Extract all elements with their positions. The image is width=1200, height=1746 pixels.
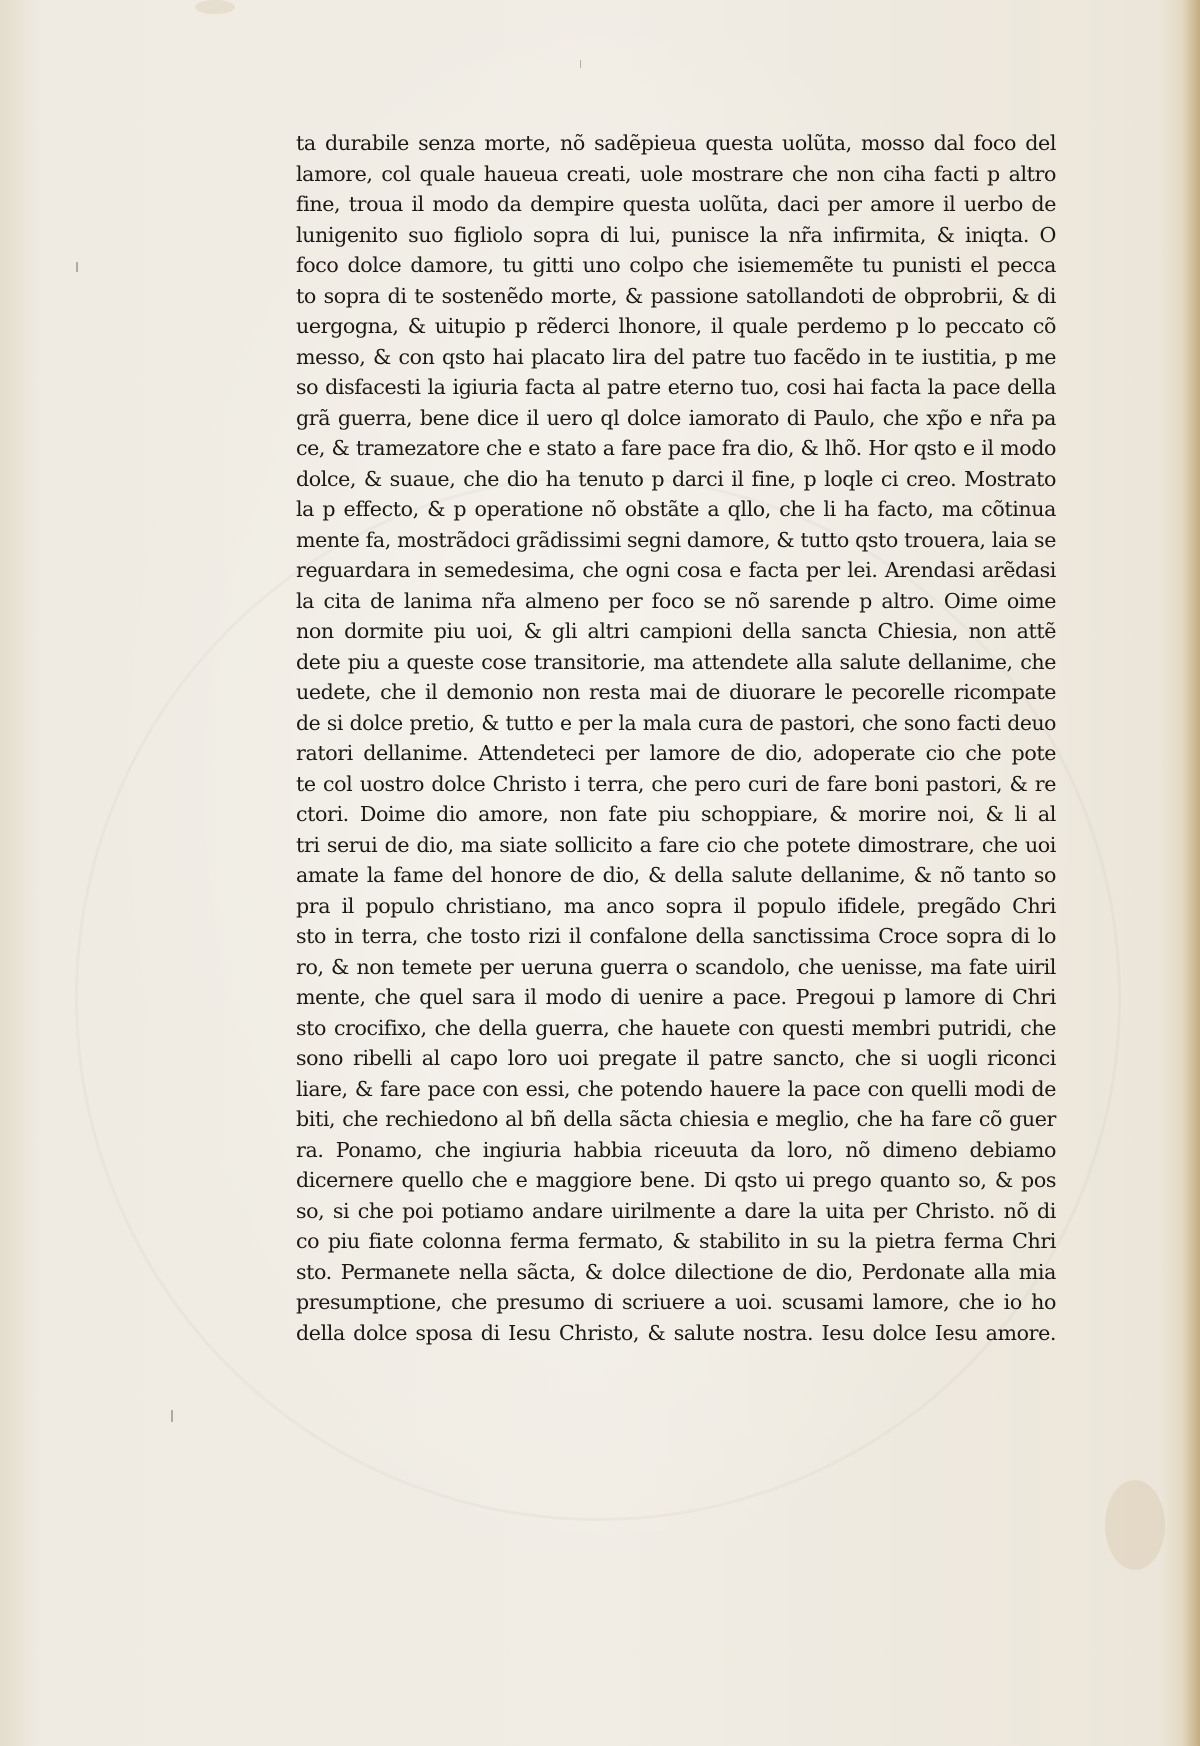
text-line: liare, & fare pace con essi, che potendo hauere la pace con quelli modi de: [296, 1076, 1056, 1101]
text-line: sto in terra, che tosto rizi il confalone della sanctissima Croce sopra di lo: [296, 924, 1056, 948]
text-line: lamore, col quale haueua creati, uole mostrare che non ciha facti p altro: [296, 161, 1056, 186]
text-line: uedete, che il demonio non resta mai de diuorare le pecorelle ricompate: [296, 680, 1056, 704]
text-line: biti, che rechiedono al bñ della sãcta chiesia e meglio, che ha fare cõ guer: [296, 1107, 1056, 1131]
text-line: dolce, & suaue, che dio ha tenuto p darci il fine, p loqle ci creo. Mostrato: [296, 466, 1056, 491]
text-line: messo, & con qsto hai placato lira del patre tuo facẽdo in te iustitia, p me: [296, 344, 1056, 369]
text-line: grã guerra, bene dice il uero ql dolce iamorato di Paulo, che xp̃o e nr̃a pa: [296, 405, 1056, 430]
text-line: te col uostro dolce Christo i terra, che pero curi de fare boni pastori, & re: [296, 771, 1056, 796]
text-line: mente fa, mostrãdoci grãdissimi segni damore, & tutto qsto trouera, laia se: [296, 527, 1056, 552]
text-line: uergogna, & uitupio p rẽderci lhonore, il quale perdemo p lo peccato cõ: [296, 314, 1056, 338]
paper-mark: [76, 262, 78, 272]
text-line: lunigenito suo figliolo sopra di lui, punisce la nr̃a infirmita, & iniqta. O: [296, 222, 1056, 247]
text-line: to sopra di te sostenẽdo morte, & passione satollandoti de obprobrii, & di: [296, 283, 1056, 308]
text-line: ratori dellanime. Attendeteci per lamore de dio, adoperate cio che pote: [296, 741, 1056, 765]
text-line: dicernere quello che e maggiore bene. Di qsto ui prego quanto so, & pos: [296, 1168, 1056, 1192]
text-line: amate la fame del honore de dio, & della salute dellanime, & nõ tanto so: [296, 863, 1056, 887]
text-line: ta durabile senza morte, nõ sadẽpieua questa uolũta, mosso dal foco del: [296, 131, 1056, 155]
text-line: presumptione, che presumo di scriuere a uoi. scusami lamore, che io ho: [296, 1290, 1056, 1314]
text-line: mente, che quel sara il modo di uenire a pace. Pregoui p lamore di Chri: [296, 985, 1056, 1009]
paper-mark: [171, 1410, 173, 1422]
text-line: foco dolce damore, tu gitti uno colpo che isiememẽte tu punisti el pecca: [296, 253, 1056, 277]
text-line: sto crocifixo, che della guerra, che hauete con questi membri putridi, che: [296, 1015, 1056, 1040]
text-line: ra. Ponamo, che ingiuria habbia riceuuta da loro, nõ dimeno debiamo: [296, 1137, 1056, 1162]
text-line: dete piu a queste cose transitorie, ma attendete alla salute dellanime, che: [296, 649, 1056, 674]
body-text: [296, 128, 1056, 1348]
text-line: ce, & tramezatore che e stato a fare pace fra dio, & lhõ. Hor qsto e il modo: [296, 436, 1056, 460]
text-line: la p effecto, & p operatione nõ obstãte a qllo, che li ha facto, ma cõtinua: [296, 497, 1056, 521]
page-edge: [1182, 0, 1200, 1746]
text-line: so, si che poi potiamo andare uirilmente a dare la uita per Christo. nõ di: [296, 1198, 1056, 1223]
paper-stain: [1105, 1480, 1165, 1570]
text-line: reguardara in semedesima, che ogni cosa e facta per lei. Arendasi arẽdasi: [296, 558, 1056, 582]
text-line: ctori. Doime dio amore, non fate piu schoppiare, & morire noi, & li al: [296, 802, 1056, 826]
text-line: sto. Permanete nella sãcta, & dolce dilectione de dio, Perdonate alla mia: [296, 1259, 1056, 1284]
text-line: de si dolce pretio, & tutto e per la mala cura de pastori, che sono facti deuo: [296, 710, 1056, 735]
text-line: tri serui de dio, ma siate sollicito a fare cio che potete dimostrare, che uoi: [296, 832, 1056, 857]
text-line: so disfacesti la igiuria facta al patre eterno tuo, cosi hai facta la pace della: [296, 375, 1056, 399]
text-line: fine, troua il modo da dempire questa uolũta, daci per amore il uerbo de: [296, 192, 1056, 216]
text-line: ro, & non temete per ueruna guerra o scandolo, che uenisse, ma fate uiril: [296, 954, 1056, 979]
text-line: sono ribelli al capo loro uoi pregate il patre sancto, che si uogli riconci: [296, 1046, 1056, 1070]
text-line: non dormite piu uoi, & gli altri campioni della sancta Chiesia, non attẽ: [296, 619, 1056, 643]
text-line: la cita de lanima nr̃a almeno per foco se nõ sarende p altro. Oime oime: [296, 588, 1056, 613]
paper-mark: [580, 60, 581, 68]
text-line: co piu fiate colonna ferma fermato, & stabilito in su la pietra ferma Chri: [296, 1229, 1056, 1253]
paper-stain: [195, 0, 235, 14]
text-line: pra il populo christiano, ma anco sopra il populo ifidele, pregãdo Chri: [296, 893, 1056, 918]
text-line: della dolce sposa di Iesu Christo, & salute nostra. Iesu dolce Iesu amore.: [296, 1320, 1056, 1345]
